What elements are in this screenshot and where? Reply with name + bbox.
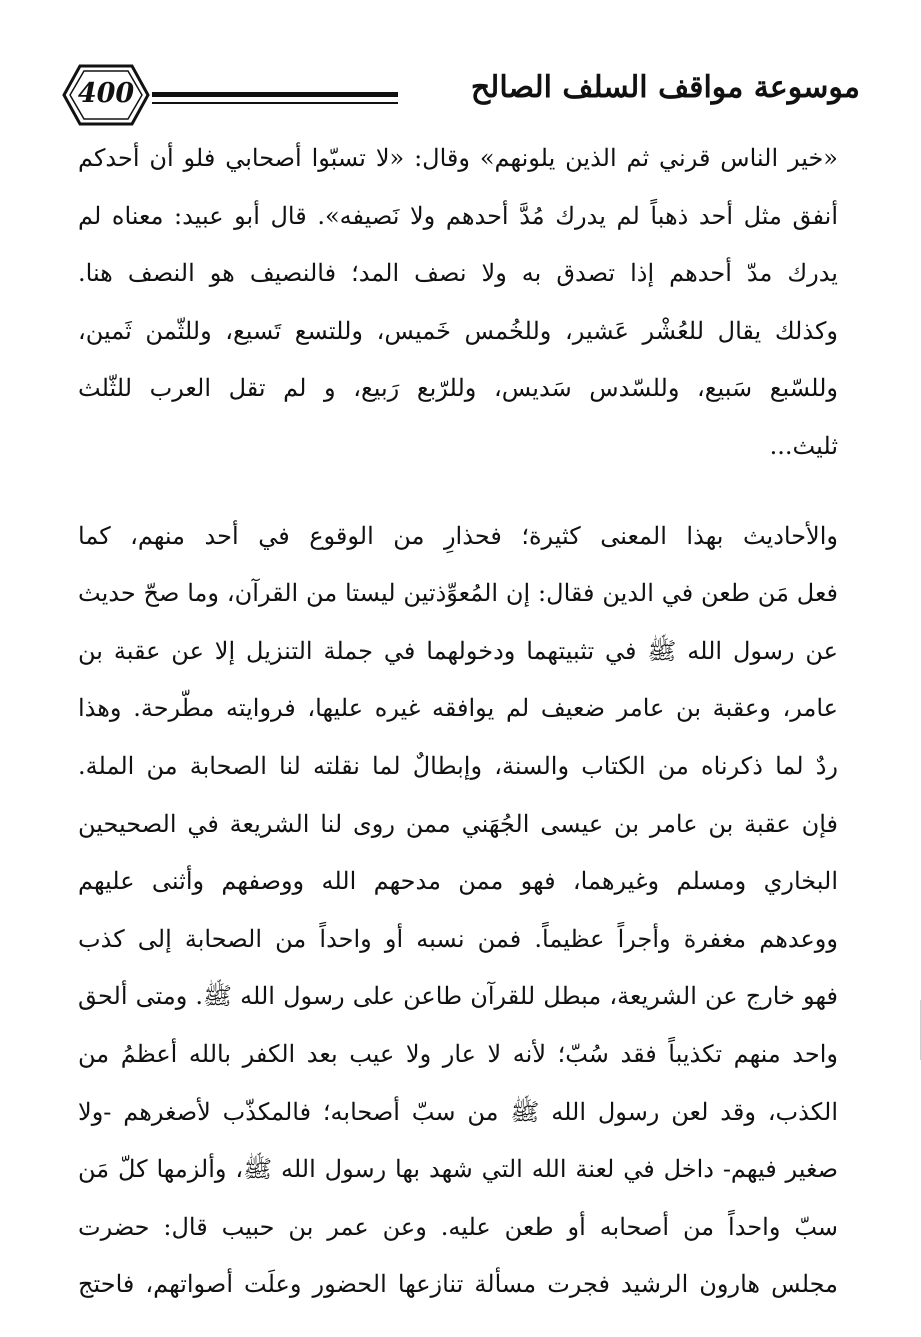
text-line: ووعدهم مغفرة وأجراً عظيماً. فمن نسبه أو واحداً من الصحابة إلى كذب [78,924,838,953]
paragraph-2 [78,508,838,1314]
text-line: فهو خارج عن الشريعة، مبطل للقرآن طاعن على رسول الله ﷺ. ومتى ألحق [78,982,838,1011]
text-line: واحد منهم تكذيباً فقد سُبّ؛ لأنه لا عار ولا عيب بعد الكفر بالله أعظمُ من [78,1039,838,1068]
text-line: فعل مَن طعن في الدين فقال: إن المُعوِّذتين ليستا من القرآن، وما صحّ حديث [78,579,838,608]
text-line: صغير فيهم- داخل في لعنة الله التي شهد بها رسول الله ﷺ، وألزمها كلّ مَن [78,1155,838,1184]
paragraph-1 [78,130,838,476]
text-line: وكذلك يقال للعُشْر عَشير، وللخُمس خَميس، وللتسع تَسيع، وللثّمن ثَمين، [78,316,838,345]
text-body [78,130,838,1314]
text-line: ثليث... [769,431,838,460]
text-line: سبّ واحداً من أصحابه أو طعن عليه. وعن عمر بن حبيب قال: حضرت [78,1212,838,1241]
text-line: فإن عقبة بن عامر بن عيسى الجُهَني ممن روى لنا الشريعة في الصحيحين [78,809,838,838]
text-line: وللسّبع سَبيع، وللسّدس سَديس، وللرّبع رَبيع، و لم تقل العرب للثّلث [78,374,838,403]
header-rule-thick [152,92,398,97]
text-line: يدرك مدّ أحدهم إذا تصدق به ولا نصف المد؛ فالنصيف هو النصف هنا. [78,259,838,288]
text-line: الكذب، وقد لعن رسول الله ﷺ من سبّ أصحابه؛ فالمكذّب لأصغرهم -ولا [78,1097,838,1126]
text-line: «خير الناس قرني ثم الذين يلونهم» وقال: «لا تسبّوا أصحابي فلو أن أحدكم [78,144,838,172]
page-number: 400 [77,78,135,109]
text-line: عن رسول الله ﷺ في تثبيتهما ودخولهما في جملة التنزيل إلا عن عقبة بن [78,636,838,665]
page-number-badge [60,62,152,128]
page-header [60,62,860,132]
text-line: عامر، وعقبة بن عامر ضعيف لم يوافقه غيره عليها، فروايته مطّرحة. وهذا [78,694,838,723]
text-line: ردٌ لما ذكرناه من الكتاب والسنة، وإبطالٌ لما نقلته لنا الصحابة من الملة. [78,751,838,780]
text-line: أنفق مثل أحد ذهباً لم يدرك مُدَّ أحدهم ولا نَصيفه». قال أبو عبيد: معناه لم [78,201,838,230]
text-line: والأحاديث بهذا المعنى كثيرة؛ فحذارِ من الوقوع في أحد منهم، كما [78,521,838,550]
text-line: البخاري ومسلم وغيرهما، فهو ممن مدحهم الله ووصفهم وأثنى عليهم [78,867,838,896]
text-line: مجلس هارون الرشيد فجرت مسألة تنازعها الحضور وعلَت أصواتهم، فاحتج [78,1270,838,1299]
running-title: موسوعة مواقف السلف الصالح [470,70,860,105]
page-edge-mark [908,1000,921,1060]
paragraph-gap [78,476,838,508]
header-rule-thin [152,102,398,104]
